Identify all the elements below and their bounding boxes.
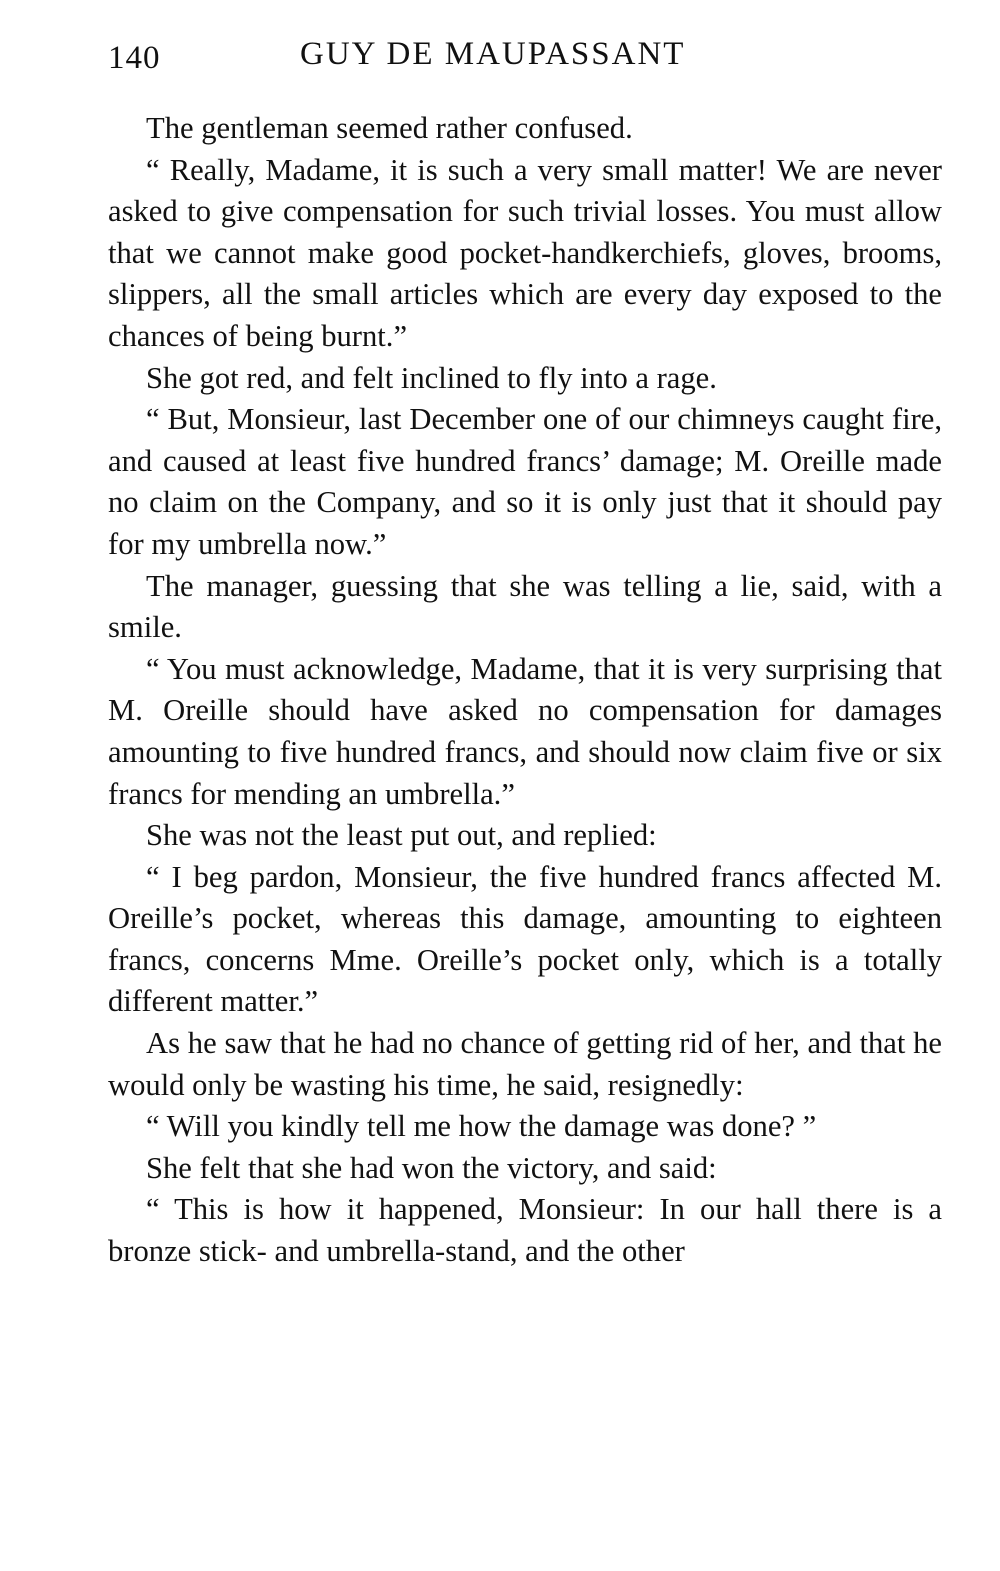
paragraph: “ You must acknowledge, Madame, that it is very surprising that M. Oreille should have asked no compensation for damages amounting to five hundred francs, and should now claim five or six francs for mending an umbrella.”: [108, 651, 942, 811]
paragraph: “ I beg pardon, Monsieur, the five hundred francs affected M. Oreille’s pocket, whereas this damage, amounting to eighteen francs, concerns Mme. Oreille’s pocket only, which is a totally different matter.”: [108, 859, 942, 1019]
paragraph: “ Really, Madame, it is such a very small matter! We are never asked to give compensation for such trivial losses. You must allow that we cannot make good pocket-handkerchiefs, gloves, brooms, slippers, all the small articles which are every day exposed to the chances of being burnt.”: [108, 152, 942, 353]
body-text: [108, 108, 942, 1273]
paragraph: “ But, Monsieur, last December one of our chimneys caught fire, and caused at least five hundred francs’ damage; M. Oreille made no claim on the Company, and so it is only just that it should pay for my umbrella now.”: [108, 402, 942, 561]
paragraph: The gentleman seemed rather confused.: [146, 111, 633, 145]
paragraph: “ This is how it happened, Monsieur: In our hall there is a bronze stick- and umbrella-stand, and the other: [108, 1192, 942, 1269]
paragraph: She got red, and felt inclined to fly into a rage.: [146, 360, 717, 395]
running-title: GUY DE MAUPASSANT: [300, 36, 686, 72]
book-page: [108, 34, 942, 1273]
running-head: [108, 34, 942, 84]
paragraph: She felt that she had won the victory, and said:: [146, 1150, 717, 1185]
paragraph: The manager, guessing that she was telling a lie, said, with a smile.: [108, 568, 942, 645]
paragraph: She was not the least put out, and replied:: [146, 818, 657, 853]
paragraph: As he saw that he had no chance of getting rid of her, and that he would only be wasting his time, he said, resignedly:: [108, 1026, 942, 1102]
paragraph: “ Will you kindly tell me how the damage was done? ”: [146, 1109, 817, 1144]
page-number: 140: [108, 40, 161, 76]
